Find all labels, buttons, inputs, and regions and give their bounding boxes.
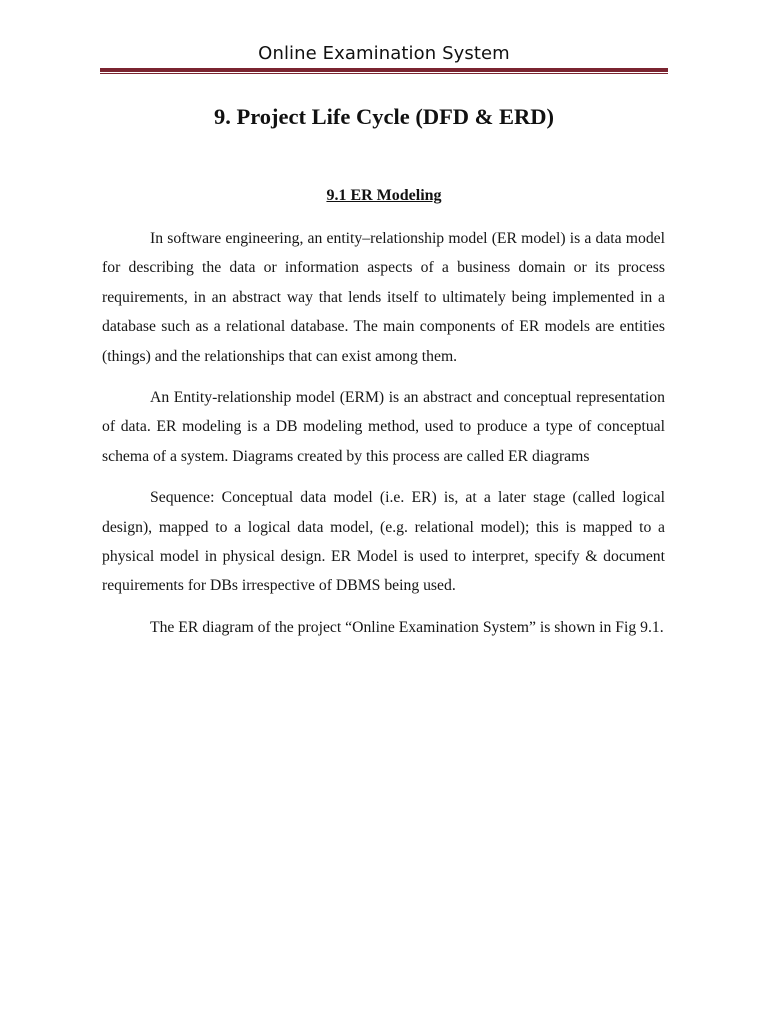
paragraph-sequence: Sequence: Conceptual data model (i.e. ER) is, at a later stage (called logical design), mapped to a logical data model, (e.g. relational model); this is mapped to a physical model in physical design. ER Model is used to interpret, specify & document requirements for DBs irrespective of DBMS being used. (102, 489, 665, 595)
chapter-title: 9. Project Life Cycle (DFD & ERD) (213, 104, 555, 129)
paragraph-erm-description: An Entity-relationship model (ERM) is an abstract and conceptual representation of data. ER modeling is a DB modeling method, used to produce a type of conceptual schema of a system. Diagrams created by this process are called ER diagrams (102, 389, 665, 465)
header-rule-thick (100, 68, 668, 72)
header-rule (100, 68, 668, 75)
paragraph-figure-reference: The ER diagram of the project “Online Examination System” is shown in Fig 9.1. (150, 618, 664, 636)
header-rule-thin (100, 73, 668, 74)
paragraph-er-model-definition: In software engineering, an entity–relationship model (ER model) is a data model for describing the data or information aspects of a business domain or its process requirements, in an abstract way that lends itself to ultimately being implemented in a database such as a relational database. The main components of ER models are entities (things) and the relationships that can exist among them. (102, 230, 665, 365)
section-heading: 9.1 ER Modeling (326, 187, 442, 204)
running-header: Online Examination System (258, 43, 510, 64)
body-text (102, 224, 665, 654)
